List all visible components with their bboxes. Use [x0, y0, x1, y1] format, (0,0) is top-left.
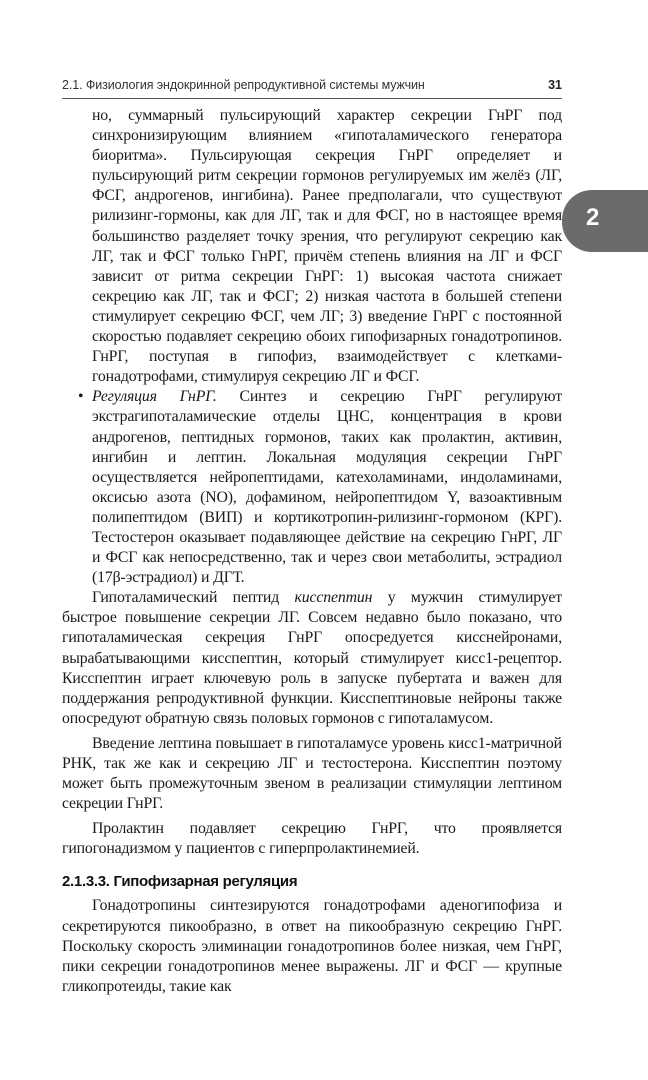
- paragraph-leptin: Введение лептина повышает в гипоталамусе уровень кисс1-матричной РНК, так же как и секрецию ЛГ и тестостерона. Кисспептин поэтому может быть промежуточным звеном в реализации стимуляции лептином секреции ГнРГ.: [62, 734, 562, 813]
- page-number: 31: [548, 78, 562, 92]
- running-header: [62, 78, 562, 96]
- running-header-title: 2.1. Физиология эндокринной репродуктивной системы мужчин: [62, 78, 425, 92]
- bullet-italic-lead: Регуляция ГнРГ.: [92, 388, 217, 406]
- bullet-gnrh-regulation: [78, 387, 562, 588]
- paragraph-prolactin: Пролактин подавляет секрецию ГнРГ, что проявляется гипогонадизмом у пациентов с гиперпролактинемией.: [62, 820, 562, 858]
- section-heading: 2.1.3.3. Гипофизарная регуляция: [62, 873, 298, 891]
- kiss-italic-term: кисспептин: [294, 589, 373, 607]
- chapter-tab: [562, 190, 648, 252]
- bullet-marker: •: [78, 388, 84, 406]
- paragraph-pituitary: Гонадотропины синтезируются гонадотрофами аденогипофиза и секретируются пикообразно, в ответ на пикообразную секрецию ГнРГ. Поскольку скорость элиминации гонадотропинов более низкая, чем ГнРГ, пики секреции гонадотропинов менее выражены. ЛГ и ФСГ — крупные гликопротеиды, такие как: [62, 897, 562, 995]
- header-rule: [62, 98, 562, 99]
- kiss-lead: Гипоталамический пептид: [92, 589, 295, 607]
- paragraph-gnrh-pulsatile: но, суммарный пульсирующий характер секреции ГнРГ под синхронизирующим влиянием «гипоталамического генератора биоритма». Пульсирующая секреция ГнРГ определяет и пульсирующий ритм секреции гормонов регулируемых им желёз (ЛГ, ФСГ, андрогенов, ингибина). Ранее предполагали, что существуют рилизинг-гормоны, как для ЛГ, так и для ФСГ, но в настоящее время большинство разделяет точку зрения, что регулируют секрецию как ЛГ, так и ФСГ только ГнРГ, причём степень влияния на ЛГ и ФСГ зависит от ритма секреции ГнРГ: 1) высокая частота снижает секрецию как ЛГ, так и ФСГ; 2) низкая частота в большей степени стимулирует секрецию ФСГ, чем ЛГ; 3) введение ГнРГ с постоянной скоростью подавляет секрецию обоих гипофизарных гонадотропинов. ГнРГ, поступая в гипофиз, взаимодействует с клетками-гонадотрофами, стимулируя секрецию ЛГ и ФСГ.: [92, 107, 562, 386]
- kiss-text: у мужчин стимулирует быстрое повышение секреции ЛГ. Совсем недавно было показано, что гипоталамическая секреция ГнРГ опосредуется кисснейронами, вырабатывающими кисспептин, который стимулирует кисс1-рецептор. Кисспептин играет ключевую роль в запуске пубертата и важен для поддержания репродуктивной функции. Кисспептиновые нейроны также опосредуют обратную связь половых гормонов с гипоталамусом.: [62, 589, 562, 727]
- chapter-number: 2: [586, 204, 600, 231]
- bullet-text: Синтез и секрецию ГнРГ регулируют экстрагипоталамические отделы ЦНС, концентрация в крови андрогенов, пептидных гормонов, таких как пролактин, активин, ингибин и лептин. Локальная модуляция секреции ГнРГ осуществляется нейропептидами, катехоламинами, индоламинами, оксисью азота (NO), дофамином, нейропептидом Y, вазоактивным полипептидом (ВИП) и кортикотропин-рилизинг-гормоном (КРГ). Тестостерон оказывает подавляющее действие на секрецию ГнРГ, ЛГ и ФСГ как непосредственно, так и через свои метаболиты, эстрадиол (17β-эстрадиол) и ДГТ.: [92, 388, 562, 587]
- paragraph-kisspeptin: [62, 588, 562, 729]
- page-body: [62, 106, 562, 997]
